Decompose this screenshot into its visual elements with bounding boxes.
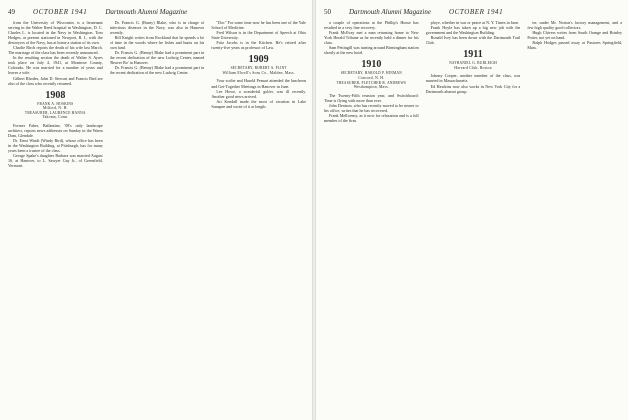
- paragraph: Your scribe and Harold Pemart attended the luncheon and Get-Together Meetings in Hanover in June.: [211, 78, 307, 89]
- paragraph: Fred Wilson is in the Department of Speech at Ohio State University.: [211, 30, 307, 41]
- paragraph: Frank Mellicemy, as it now for relaxation and is a full member of the firm.: [324, 112, 419, 123]
- paragraph: Gilbert Rhodes, John D. Stewart and Francis Bird are also of the class who recently returned.: [8, 75, 103, 86]
- class-place: Takoma, Conn.: [42, 115, 69, 120]
- class-heading-1908: [8, 90, 103, 120]
- class-secretary: SECRETARY, HAROLD P. HINMAN: [340, 71, 402, 76]
- class-secretary: NATHANIEL G. BURLEIGH: [449, 61, 497, 66]
- right-page: [316, 0, 628, 420]
- paragraph: George Spake's daughter Barbara was married August 16, at Hanover, to L. Sawyer Gay Jr., of Greenfield, Vermont.: [8, 153, 103, 169]
- paragraph: Fritz Jacobs is in the Kitchen. He's retired after twenty-five years as professor of Law.: [211, 40, 307, 51]
- left-col-2: [110, 20, 205, 418]
- paragraph: Frank McIlvay met a man returning home to New York Herald Tribune as he recently held a dinner for his class.: [324, 30, 419, 46]
- paragraph: Ralph Hodges passed away at Pastores Springfield, Mass.: [527, 40, 623, 51]
- paragraph: a couple of operations at the Phillip's House has resulted in a very fine recovery.: [324, 20, 419, 31]
- paragraph: Johnny Cooper, another member of the class, was married in Massachusetts.: [425, 73, 521, 84]
- class-secretary: SECRETARY, ROBERT A. FLINT: [230, 66, 287, 71]
- left-col-1: [8, 20, 103, 418]
- page-number: 49: [8, 7, 15, 16]
- paragraph: Lee Howe, a wonderful golfer, was ill recently. Another good news arrived.: [211, 88, 307, 99]
- class-address: Concord, N. H.: [358, 75, 385, 80]
- paragraph: Bill Knight writes from Rockland that he spends a lot of time in the woods where he fishes and hunts on his own land.: [109, 35, 205, 51]
- right-col-1: [324, 20, 419, 418]
- paragraph: Ed Hawkins now also works in New York City for a Dartmouth alumni group.: [425, 83, 521, 94]
- running-head-left: [8, 5, 304, 18]
- running-magazine: Dartmouth Alumni Magazine: [105, 7, 188, 16]
- class-heading-1911: [426, 49, 521, 70]
- paragraph: Dr. Francis G. (Benny) Blake had a prominent part in the recent dedication of the new Ludwig Center.: [109, 65, 205, 76]
- class-secretary: FRANK A. HOSKINS: [37, 101, 74, 106]
- paragraph: Dr. Ernst Windt (Windy Bird), whose office has been in the Washington Building, at Pittsburgh, has for many years been a trustee of the class.: [8, 138, 103, 154]
- paragraph: Dr. Francis G. (Benny) Blake had a prominent part in the recent dedication of the new Ludwig Center, named 'Beaver Bo' in Hanover.: [109, 50, 205, 66]
- class-year: 1908: [45, 89, 66, 101]
- class-heading-1910: [324, 59, 419, 89]
- paragraph: from the University of Wisconsin, is a lieutenant serving in the Walter Reed hospital in Washington, D. C. Charles L. is located in the Navy in Washington. Tom Hodges, at present stationed in Newport, R. I., with the destroyers of the Navy, has at home a station of its own.: [8, 20, 103, 46]
- class-treasurer: TREASURER, FLETCHER R. ANDREWS: [336, 80, 407, 85]
- paragraph: The Twenty-Fifth reunion year, and Switchboard: Time is flying with more than ever.: [324, 92, 419, 103]
- class-year: 1909: [248, 54, 269, 66]
- class-address: William Elwell's Sons Co., Malden, Mass.: [222, 70, 295, 75]
- paragraph: Dr. Francis G. (Bunty) Blake, who is in charge of infectious diseases in the Navy, was also in Hanover recently.: [109, 20, 205, 36]
- paragraph: John Denison, who has recently moved to be nearer to his office, writes that he has recovered.: [324, 102, 419, 113]
- left-page: [0, 0, 312, 420]
- class-year: 1910: [361, 59, 382, 71]
- paragraph: Hugh Chivers writes from South Orange and Brinley Potter, not yet on hand.: [527, 30, 623, 41]
- right-columns: [324, 20, 622, 418]
- running-title: OCTOBER 1941: [33, 7, 88, 16]
- left-columns: [8, 20, 306, 418]
- running-magazine: Dartmouth Alumni Magazine: [349, 7, 431, 16]
- running-title: OCTOBER 1941: [448, 7, 504, 16]
- paragraph: ploye, whether in war or peace at N. Y. Times in June.: [430, 20, 520, 25]
- paragraph: Art Kendall made the most of vacation in Lake Sunapee and wrote of it at length.: [211, 98, 307, 109]
- right-col-2: [426, 20, 521, 418]
- page-number: 50: [324, 7, 331, 16]
- paragraph: Charlie Birch reports the death of his wife last March. The marriage of the class has been recently announced.: [8, 45, 103, 56]
- right-col-3: [527, 20, 622, 418]
- class-address: Harvard Club, Boston: [454, 65, 492, 70]
- class-treasurer: TREASURER, LAURENCE HANNA: [24, 110, 86, 115]
- paragraph: "Doc" For some time now he has been one of the Yale School of Medicine.: [211, 20, 307, 31]
- paragraph: Frank Hoyle has taken up a big new job with the government and the Washington Building.: [425, 25, 521, 36]
- class-address: Milford, N. H.: [42, 106, 68, 111]
- paragraph: Former Faber, Ballantine, '08's only landscape architect, reports news addresses on Sunday in the Warm Dam, Glendale.: [8, 122, 103, 139]
- left-col-3: [211, 20, 306, 418]
- class-year: 1911: [463, 49, 483, 61]
- paragraph: Ronald Ivey has been down with the Dartmouth Trail Club.: [425, 35, 521, 46]
- paragraph: ter, under Mr. Norton's factory management, and a few high quality good collectors.: [527, 20, 623, 31]
- running-head-right: [324, 5, 620, 18]
- paragraph: In the resulting section the death of Walter S. Ayres took place on July 4, 1941, at Montrose County, Colorado. He was married for a number of years and leaves a wife.: [8, 55, 103, 76]
- paragraph: Sam Pettingill was turning around Birmingham station shortly at the new hotel.: [324, 45, 419, 56]
- class-place: Westhampton, Mass.: [353, 85, 389, 90]
- class-heading-1909: [211, 54, 306, 75]
